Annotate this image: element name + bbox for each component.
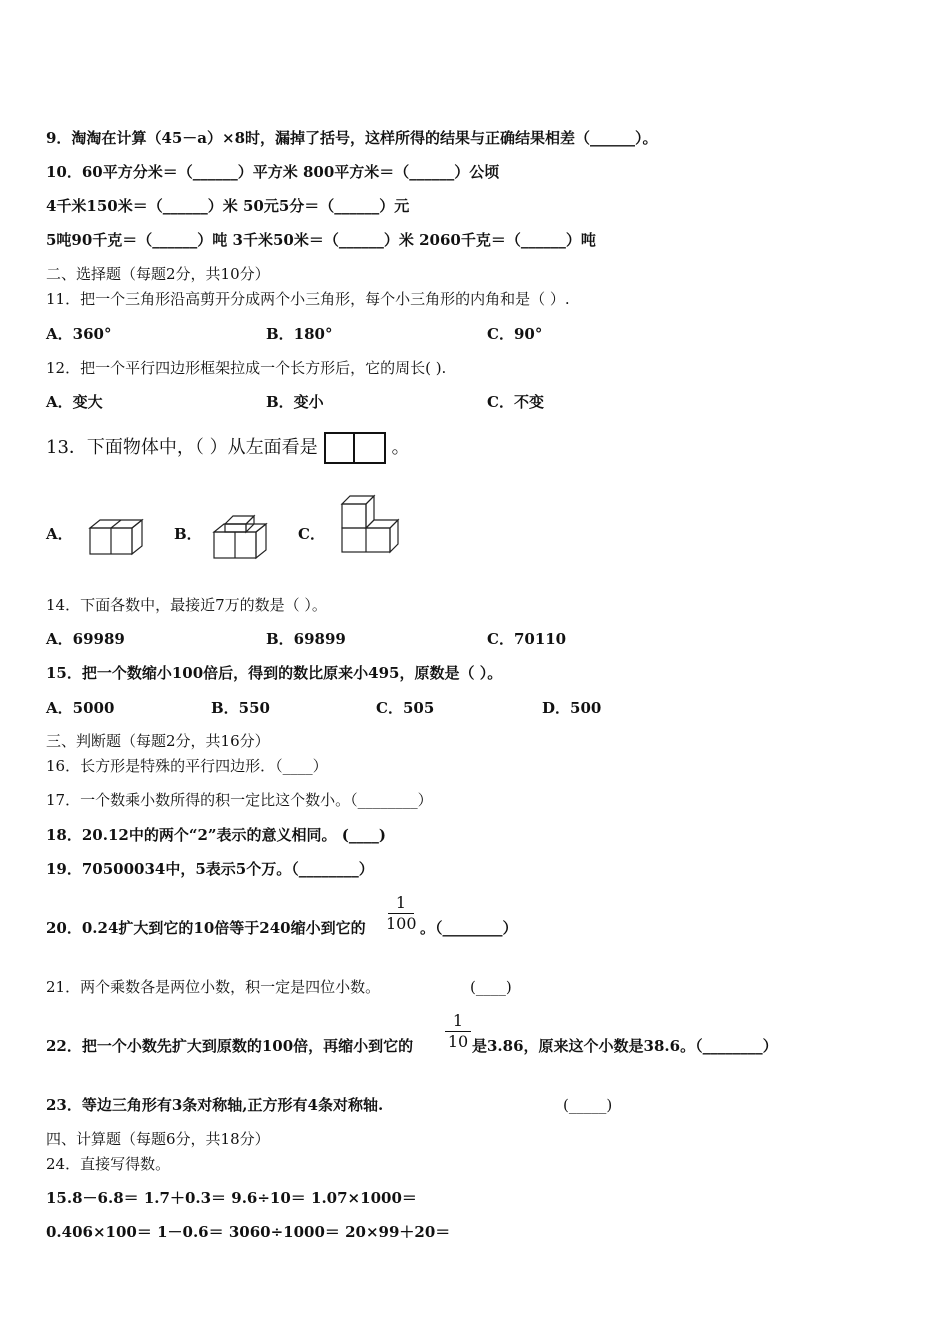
q12-option-a: A．变大 [46,393,103,411]
q15-option-a: A．5000 [46,699,115,717]
cubes-b-figure [208,512,272,562]
question-21: 21．两个乘数各是两位小数，积一定是四位小数。 [46,978,381,996]
question-14: 14．下面各数中，最接近7万的数是（ ）。 [46,596,327,614]
question-16: 16．长方形是特殊的平行四边形．（____） [46,757,328,775]
q12-option-c: C．不变 [487,393,544,411]
q14-option-c: C．70110 [487,630,567,648]
section-3-heading: 三、判断题（每题2分，共16分） [46,732,270,750]
section-4-heading: 四、计算题（每题6分，共18分） [46,1130,270,1148]
section-2-heading: 二、选择题（每题2分，共10分） [46,265,270,283]
question-15: 15．把一个数缩小100倍后，得到的数比原来小495，原数是（ ）。 [46,664,503,682]
question-18: 18．20.12中的两个“2”表示的意义相同。 (____) [46,826,386,844]
q13-option-b: B． [174,525,202,543]
question-23: 23．等边三角形有3条对称轴,正方形有4条对称轴. [46,1096,384,1114]
cubes-a-figure [86,518,148,558]
question-20-text: 20．0.24扩大到它的10倍等于240缩小到它的 [46,919,366,937]
q15-option-b: B．550 [211,699,270,717]
q20-fraction [386,894,416,933]
question-17: 17．一个数乘小数所得的积一定比这个数小。（________） [46,791,433,809]
q20-fraction-denominator: 100 [386,914,417,933]
question-24: 24．直接写得数。 [46,1155,171,1173]
q21-blank: (____) [470,978,512,996]
question-13 [46,432,410,464]
q14-option-a: A．69989 [46,630,125,648]
question-10-line-3: 5吨90千克＝（______）吨 3千米50米＝（______）米 2060千克＝（______）吨 [46,231,596,249]
q15-option-d: D．500 [542,699,602,717]
calc-line-1: 15.8－6.8＝ 1.7＋0.3＝ 9.6÷10＝ 1.07×1000＝ [46,1189,417,1207]
q11-option-a: A．360° [46,325,112,343]
question-22-end: 是3.86，原来这个小数是38.6。（________） [472,1037,778,1055]
calc-line-2: 0.406×100＝ 1－0.6＝ 3060÷1000＝ 20×99＋20＝ [46,1223,451,1241]
q12-option-b: B．变小 [266,393,324,411]
q22-fraction [443,1012,473,1051]
q13-end: 。 [391,437,410,458]
q22-fraction-numerator: 1 [452,1011,464,1030]
cubes-c-figure [336,490,404,556]
q23-blank: (_____) [563,1096,613,1114]
q11-option-b: B．180° [266,325,333,343]
q14-option-b: B．69899 [266,630,346,648]
two-squares-figure [324,432,386,464]
q13-option-a: A． [46,525,73,543]
question-22-text: 22．把一个小数先扩大到原数的100倍，再缩小到它的 [46,1037,414,1055]
question-20-end: 。（________） [420,919,518,937]
q13-option-c: C． [298,525,325,543]
question-9: 9．淘淘在计算（45－a）×8时，漏掉了括号，这样所得的结果与正确结果相差（______）。 [46,129,658,147]
question-10: 10．60平方分米＝（______）平方米 800平方米＝（______）公顷 [46,163,500,181]
q13-text: 13．下面物体中，（ ）从左面看是 [46,437,318,458]
question-12: 12．把一个平行四边形框架拉成一个长方形后，它的周长( ). [46,359,447,377]
question-10-line-2: 4千米150米＝（______）米 50元5分＝（______）元 [46,197,410,215]
question-19: 19．70500034中，5表示5个万。（________） [46,860,374,878]
q11-option-c: C．90° [487,325,543,343]
question-11: 11．把一个三角形沿高剪开分成两个小三角形，每个小三角形的内角和是（ ）. [46,290,570,308]
q15-option-c: C．505 [376,699,435,717]
q20-fraction-numerator: 1 [395,893,407,912]
q22-fraction-denominator: 10 [447,1032,469,1051]
